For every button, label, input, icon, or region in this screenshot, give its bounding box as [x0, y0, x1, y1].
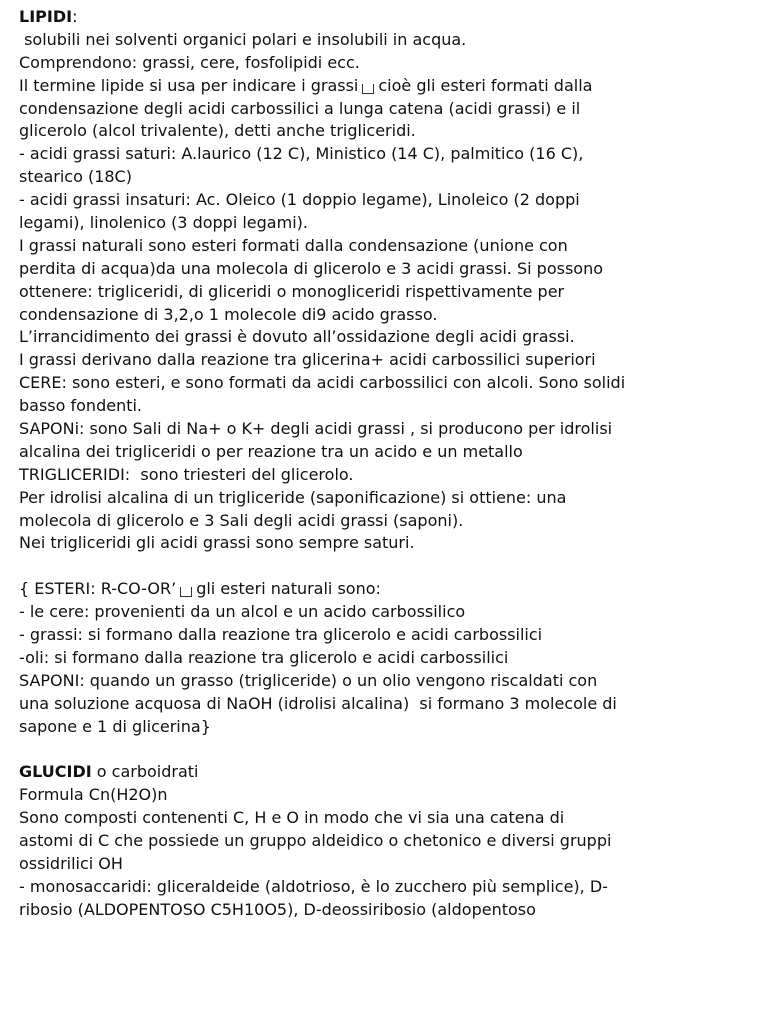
text-line: astomi di C che possiede un gruppo aldeidico o chetonico e diversi gruppi [19, 831, 612, 851]
text-line: perdita di acqua)da una molecola di glicerolo e 3 acidi grassi. Si possono [19, 258, 603, 278]
text-line: -oli: si formano dalla reazione tra glicerolo e acidi carbossilici [19, 647, 509, 667]
glucidi-heading-suffix: o carboidrati [91, 762, 199, 782]
lipidi-heading-suffix: : [72, 7, 78, 26]
missing-glyph-icon [180, 587, 192, 597]
esteri-text-a: { ESTERI: R-CO-OR’ [19, 579, 177, 599]
text-line: Per idrolisi alcalina di un trigliceride (saponificazione) si ottiene: una [19, 487, 567, 507]
text-line: glicerolo (alcol trivalente), detti anche trigliceridi. [19, 121, 416, 141]
text-line: Comprendono: grassi, cere, fosfolipidi ecc. [19, 52, 360, 72]
lipidi-heading-line [19, 6, 749, 29]
text-line: I grassi naturali sono esteri formati dalla condensazione (unione con [19, 235, 568, 255]
lipidi-heading: LIPIDI [19, 7, 73, 26]
text-line: L’irrancidimento dei grassi è dovuto all’ossidazione degli acidi grassi. [19, 327, 575, 347]
text-line: - grassi: si formano dalla reazione tra glicerolo e acidi carbossilici [19, 625, 543, 645]
missing-glyph-icon [362, 84, 374, 94]
text-line: I grassi derivano dalla reazione tra glicerina+ acidi carbossilici superiori [19, 350, 596, 370]
text-line: - le cere: provenienti da un alcol e un acido carbossilico [19, 602, 466, 622]
definition-line [19, 75, 749, 98]
text-line: stearico (18C) [19, 167, 132, 187]
text-line: SAPONI: quando un grasso (trigliceride) o un olio vengono riscaldati con [19, 670, 598, 690]
text-line: ottenere: trigliceridi, di gliceridi o monogliceridi rispettivamente per [19, 281, 565, 301]
text-line: basso fondenti. [19, 396, 143, 416]
text-line: legami), linolenico (3 doppi legami). [19, 213, 308, 233]
text-line: - acidi grassi saturi: A.laurico (12 C), Ministico (14 C), palmitico (16 C), [19, 144, 584, 164]
glucidi-heading-line [19, 761, 749, 784]
text-line: ribosio (ALDOPENTOSO C5H10O5), D-deossiribosio (aldopentoso [19, 899, 536, 919]
text-line: Nei trigliceridi gli acidi grassi sono sempre saturi. [19, 533, 415, 553]
glucidi-heading: GLUCIDI [19, 762, 92, 782]
text-line: CERE: sono esteri, e sono formati da acidi carbossilici con alcoli. Sono solidi [19, 373, 626, 393]
text-line: condensazione degli acidi carbossilici a lunga catena (acidi grassi) e il [19, 98, 581, 118]
text-line: condensazione di 3,2,o 1 molecole di9 acido grasso. [19, 304, 438, 324]
paragraph-spacer [19, 555, 749, 578]
text-line: solubili nei solventi organici polari e insolubili in acqua. [19, 29, 467, 49]
text-line: - monosaccaridi: gliceraldeide (aldotrioso, è lo zucchero più semplice), D- [19, 876, 608, 896]
esteri-text-b: gli esteri naturali sono: [196, 579, 381, 599]
text-line: Sono composti contenenti C, H e O in modo che vi sia una catena di [19, 808, 565, 828]
definition-text-a: Il termine lipide si usa per indicare i grassi [19, 75, 359, 95]
text-line: Formula Cn(H2O)n [19, 785, 168, 805]
text-line: molecola di glicerolo e 3 Sali degli acidi grassi (saponi). [19, 510, 464, 530]
text-line: SAPONi: sono Sali di Na+ o K+ degli acidi grassi , si producono per idrolisi [19, 419, 613, 439]
paragraph-spacer [19, 739, 749, 762]
text-line: una soluzione acquosa di NaOH (idrolisi alcalina) si formano 3 molecole di [19, 693, 617, 713]
text-line: sapone e 1 di glicerina} [19, 716, 211, 736]
text-line: alcalina dei trigliceridi o per reazione tra un acido e un metallo [19, 441, 523, 461]
esteri-heading-line [19, 578, 749, 601]
text-line: - acidi grassi insaturi: Ac. Oleico (1 doppio legame), Linoleico (2 doppi [19, 190, 580, 210]
definition-text-b: cioè gli esteri formati dalla [378, 75, 593, 95]
text-line: TRIGLICERIDI: sono triesteri del glicerolo. [19, 464, 354, 484]
text-line: ossidrilici OH [19, 853, 123, 873]
